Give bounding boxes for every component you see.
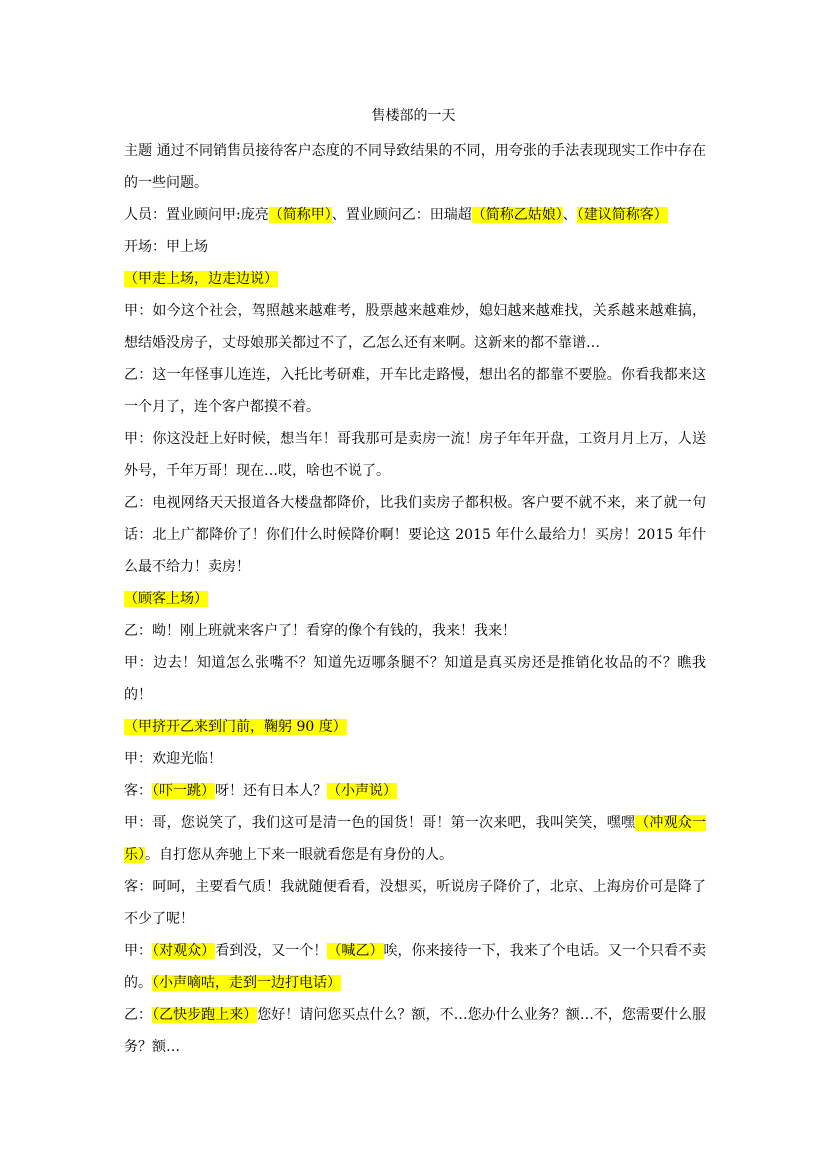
paragraph-text: 唉，你来接待一下，我来了个电话。又一个只看不卖的。 [124, 943, 707, 991]
paragraph-text: 人员：置业顾问甲:庞亮 [124, 207, 269, 223]
highlighted-stage-direction: （对观众） [152, 943, 216, 959]
paragraph-text: 甲： [124, 943, 153, 959]
highlighted-stage-direction: （建议简称客） [576, 207, 668, 223]
highlighted-stage-direction: （乙快步跑上来） [152, 1007, 258, 1023]
paragraph-text: 客： [124, 783, 152, 799]
paragraph [124, 615, 706, 647]
highlighted-stage-direction: （甲挤开乙来到门前，鞠躬 90 度） [124, 719, 347, 735]
highlighted-stage-direction: （冲观众一乐） [124, 815, 707, 863]
paragraph [124, 423, 706, 487]
highlighted-stage-direction: （喊乙） [327, 943, 384, 959]
paragraph-text: 主题 通过不同销售员接待客户态度的不同导致结果的不同，用夸张的手法表现现实工作中存在的一些问题。 [124, 143, 706, 191]
paragraph [124, 263, 706, 295]
paragraph [124, 135, 706, 199]
paragraph [124, 743, 706, 775]
highlighted-stage-direction: （甲走上场，边走边说） [124, 271, 278, 287]
paragraph-text: 。自打您从奔驰上下来一眼就看您是有身份的人。 [145, 847, 453, 863]
highlighted-stage-direction: （简称甲） [268, 207, 332, 223]
paragraph-text: 乙：电视网络天天报道各大楼盘都降价，比我们卖房子都积极。客户要不就不来，来了就一句话：北上广都降价了！你们什么时候降价啊！要论这 2015 年什么最给力！买房！2015 年什么最不给力！卖房！ [124, 495, 706, 575]
paragraph [124, 935, 706, 999]
highlighted-stage-direction: （吓一跳） [152, 783, 215, 799]
highlighted-stage-direction: （顾客上场） [124, 591, 208, 607]
paragraph-text: 、置业顾问乙：田瑞超 [331, 207, 472, 223]
paragraph-text: 乙：这一年怪事儿连连，入托比考研难，开车比走路慢，想出名的都靠不要脸。你看我都来这一个月了，连个客户都摸不着。 [124, 367, 706, 415]
paragraph-text: 甲：欢迎光临！ [124, 751, 222, 767]
document-title: 售楼部的一天 [371, 108, 456, 124]
paragraph-text: 您好！请问您买点什么？额，不…您办什么业务？额…不，您需要什么服务？额… [124, 1007, 707, 1055]
highlighted-stage-direction: （小声说） [327, 783, 397, 799]
paragraph-text: 、 [562, 207, 577, 223]
paragraph [124, 647, 706, 711]
paragraph [124, 359, 706, 423]
highlighted-stage-direction: （小声嘀咕，走到一边打电话） [152, 975, 341, 991]
paragraph [124, 231, 706, 263]
paragraph [124, 199, 706, 231]
document-body [124, 135, 706, 1063]
paragraph [124, 295, 706, 359]
paragraph-text: 甲：如今这个社会，驾照越来越难考，股票越来越难炒，媳妇越来越难找，关系越来越难搞，想结婚没房子，丈母娘那关都过不了，乙怎么还有来啊。这新来的都不靠谱… [124, 303, 706, 351]
paragraph [124, 807, 706, 871]
paragraph [124, 711, 706, 743]
paragraph [124, 871, 706, 935]
paragraph [124, 487, 706, 583]
paragraph-text: 乙： [124, 1007, 153, 1023]
paragraph [124, 775, 706, 807]
paragraph-text: 甲：哥，您说笑了，我们这可是清一色的国货！哥！第一次来吧，我叫笑笑，嘿嘿 [124, 815, 636, 831]
paragraph-text: 看到没，又一个！ [215, 943, 328, 959]
paragraph-text: 客：呵呵，主要看气质！我就随便看看，没想买，听说房子降价了，北京、上海房价可是降了不少了呢！ [124, 879, 706, 927]
paragraph-text: 乙：呦！刚上班就来客户了！看穿的像个有钱的，我来！我来！ [124, 623, 516, 639]
paragraph-text: 呀！还有日本人？ [215, 783, 327, 799]
paragraph [124, 583, 706, 615]
paragraph-text: 甲：边去！知道怎么张嘴不？知道先迈哪条腿不？知道是真买房还是推销化妆品的不？瞧我的！ [124, 655, 706, 703]
paragraph [124, 999, 706, 1063]
paragraph-text: 开场：甲上场 [124, 239, 208, 255]
highlighted-stage-direction: （简称乙姑娘） [471, 207, 563, 223]
paragraph-text: 甲：你这没赶上好时候，想当年！哥我那可是卖房一流！房子年年开盘，工资月月上万，人送外号，千年万哥！现在…哎，啥也不说了。 [124, 431, 706, 479]
